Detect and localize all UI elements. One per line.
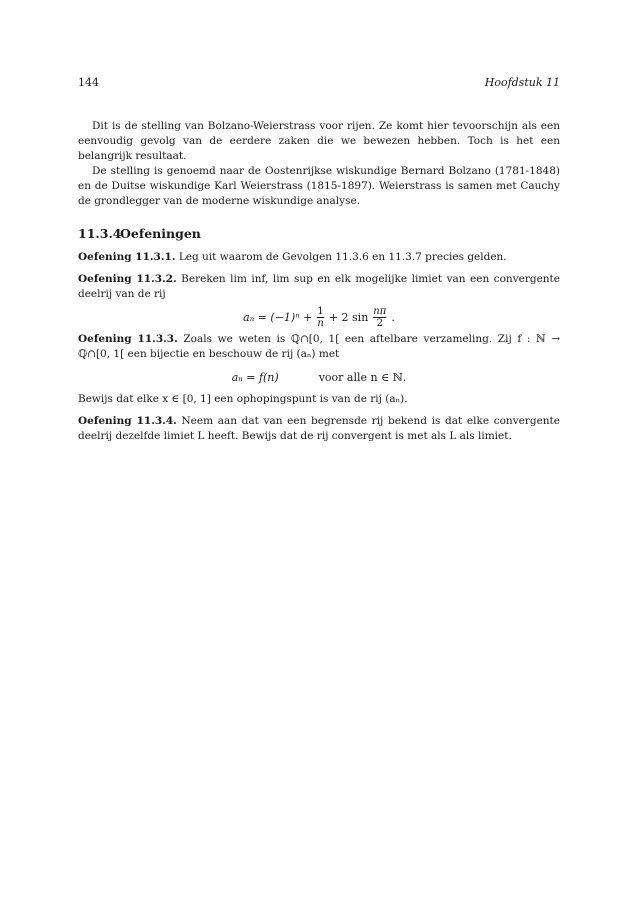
intro-paragraph-1: Dit is de stelling van Bolzano-Weierstrass voor rijen. Ze komt hier tevoorschijn als een eenvoudig gevolg van de eerdere zaken die we bewezen hebben. Toch is het een belangrijk resultaat.	[78, 120, 560, 162]
exercise-3-text: Zoals we weten is ℚ∩[0, 1[ een aftelbare verzameling. Zij f : ℕ → ℚ∩[0, 1[ een bijectie en beschouw de rij (aₙ) met	[78, 333, 561, 360]
formula-mid: + 2 sin	[328, 310, 369, 324]
section-number: 11.3.4	[78, 226, 122, 241]
intro-paragraph-2: De stelling is genoemd naar de Oostenrijkse wiskundige Bernard Bolzano (1781-1848) en de Duitse wiskundige Karl Weierstrass (1815-1897). Weierstrass is samen met Cauchy de grondlegger van de moderne wiskundige analyse.	[78, 165, 560, 207]
formula-rhs: voor alle n ∈ ℕ.	[318, 370, 407, 384]
exercise-3-label: Oefening 11.3.3.	[78, 333, 178, 345]
exercise-4	[78, 414, 560, 444]
exercise-4-text: Neem aan dat van een begrensde rij bekend is dat elke convergente deelrij dezelfde limiet L heeft. Bewijs dat de rij convergent is met als L als limiet.	[78, 415, 560, 442]
fraction-1-over-n: $\frac{1}{n}$	[317, 305, 324, 329]
exercise-2-text: Bereken lim inf, lim sup en elk mogelijke limiet van een convergente deelrij van de rij	[78, 273, 560, 300]
exercise-1	[78, 250, 560, 265]
page-number: 144	[78, 76, 99, 89]
running-header	[78, 76, 560, 90]
exercise-3	[78, 332, 560, 362]
page	[78, 76, 560, 444]
exercise-1-text: Leg uit waarom de Gevolgen 11.3.6 en 11.3.7 precies gelden.	[178, 251, 507, 263]
section-heading	[78, 226, 560, 241]
fraction-npi-over-2: $\frac{n\pi}{2}$	[373, 305, 387, 329]
exercise-3-formula	[78, 362, 560, 392]
section-title: Oefeningen	[120, 226, 201, 241]
formula-lhs: aₙ = f(n)	[231, 370, 279, 384]
exercise-2	[78, 272, 560, 302]
exercise-1-label: Oefening 11.3.1.	[78, 251, 176, 263]
exercise-4-label: Oefening 11.3.4.	[78, 415, 177, 427]
exercise-2-label: Oefening 11.3.2.	[78, 273, 177, 285]
exercise-2-formula: aₙ = (−1)ⁿ + $\frac{1}{n}$ + 2 sin $\frac{n\pi}{2}$ .	[243, 305, 395, 329]
chapter-title: Hoofdstuk 11	[484, 76, 560, 89]
exercise-3-after: Bewijs dat elke x ∈ [0, 1] een ophopingspunt is van de rij (aₙ).	[78, 393, 408, 405]
formula-lhs: aₙ = (−1)ⁿ +	[243, 310, 313, 324]
